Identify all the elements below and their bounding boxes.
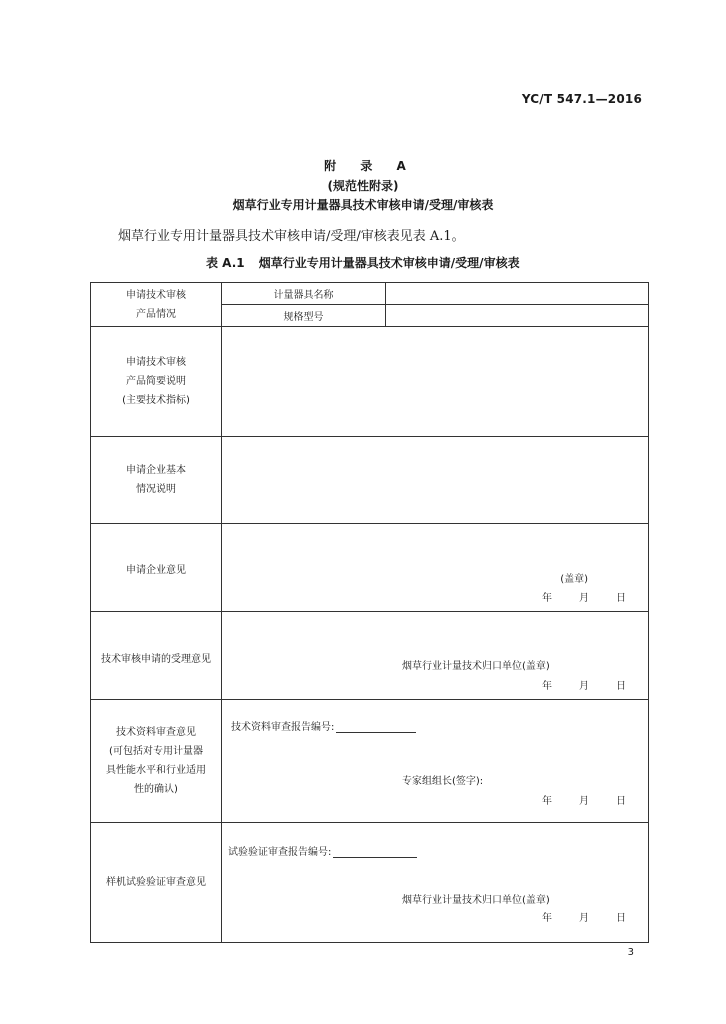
date-month: 月 — [579, 681, 589, 692]
acceptance-opinion-label — [91, 612, 222, 700]
tech-review-field[interactable] — [222, 700, 649, 823]
tech-review-label — [91, 700, 222, 823]
label-line: (可包括对专用计量器 — [109, 746, 203, 757]
report-number-label: 试验验证审查报告编号: — [228, 847, 332, 858]
label-line: (主要技术指标) — [122, 395, 190, 406]
table-row — [91, 700, 649, 823]
company-info-field[interactable] — [222, 437, 649, 524]
table-row — [91, 437, 649, 524]
table-caption — [206, 254, 520, 271]
label-line: 申请技术审核 — [126, 357, 186, 368]
table-row — [91, 612, 649, 700]
report-number-label: 技术资料审查报告编号: — [231, 722, 335, 733]
label-line: 申请企业意见 — [126, 565, 186, 576]
date-month: 月 — [579, 796, 589, 807]
date-line — [542, 677, 626, 692]
date-day: 日 — [616, 796, 626, 807]
prototype-review-label — [91, 823, 222, 943]
table-caption-number: 表 A.1 — [206, 256, 245, 270]
label-line: 技术审核申请的受理意见 — [101, 654, 211, 665]
signer-note: 烟草行业计量技术归口单位(盖章) — [402, 895, 550, 906]
label-line: 申请技术审核 — [126, 289, 186, 301]
report-number-input[interactable] — [336, 721, 416, 733]
product-info-label — [91, 283, 222, 327]
label-line: 样机试验验证审查意见 — [106, 877, 206, 888]
date-day: 日 — [616, 593, 626, 604]
annex-kind: (规范性附录) — [327, 179, 399, 193]
report-number-line — [231, 718, 416, 733]
label-line: 性的确认) — [134, 784, 178, 795]
date-line — [542, 792, 626, 807]
report-number-line — [228, 843, 417, 858]
label-line: 情况说明 — [136, 484, 176, 495]
product-description-field[interactable] — [222, 327, 649, 437]
annex-name: 烟草行业专用计量器具技术审核申请/受理/审核表 — [232, 198, 494, 212]
annex-title: 附 录 A — [324, 159, 416, 173]
table-row — [91, 823, 649, 943]
date-line — [542, 909, 626, 924]
report-number-input[interactable] — [333, 846, 417, 858]
table-row — [91, 524, 649, 612]
product-description-label — [91, 327, 222, 437]
date-day: 日 — [616, 913, 626, 924]
date-day: 日 — [616, 681, 626, 692]
date-year: 年 — [542, 796, 552, 807]
company-info-label — [91, 437, 222, 524]
intro-text: 烟草行业专用计量器具技术审核申请/受理/审核表见表 A.1。 — [118, 229, 465, 244]
model-spec-field[interactable] — [386, 305, 649, 327]
instrument-name-label: 计量器具名称 — [222, 283, 386, 305]
table-caption-title: 烟草行业专用计量器具技术审核申请/受理/审核表 — [258, 256, 520, 270]
date-year: 年 — [542, 681, 552, 692]
acceptance-opinion-field[interactable] — [222, 612, 649, 700]
instrument-name-field[interactable] — [386, 283, 649, 305]
label-line: 申请企业基本 — [126, 465, 186, 476]
date-year: 年 — [542, 593, 552, 604]
signer-note: 烟草行业计量技术归口单位(盖章) — [402, 661, 550, 672]
application-form-table — [90, 282, 649, 943]
signer-note: 专家组组长(签字): — [402, 776, 484, 787]
page-number: 3 — [627, 947, 634, 958]
model-spec-label: 规格型号 — [222, 305, 386, 327]
label-line: 产品简要说明 — [126, 376, 186, 387]
prototype-review-field[interactable] — [222, 823, 649, 943]
date-line — [542, 589, 626, 604]
company-opinion-field[interactable] — [222, 524, 649, 612]
seal-note: (盖章) — [560, 574, 588, 585]
date-month: 月 — [579, 913, 589, 924]
date-year: 年 — [542, 913, 552, 924]
standard-number: YC/T 547.1—2016 — [521, 92, 642, 106]
label-line: 技术资料审查意见 — [116, 727, 196, 738]
company-opinion-label — [91, 524, 222, 612]
table-row — [91, 283, 649, 305]
date-month: 月 — [579, 593, 589, 604]
table-row — [91, 327, 649, 437]
label-line: 产品情况 — [136, 308, 176, 320]
label-line: 具性能水平和行业适用 — [106, 765, 206, 776]
